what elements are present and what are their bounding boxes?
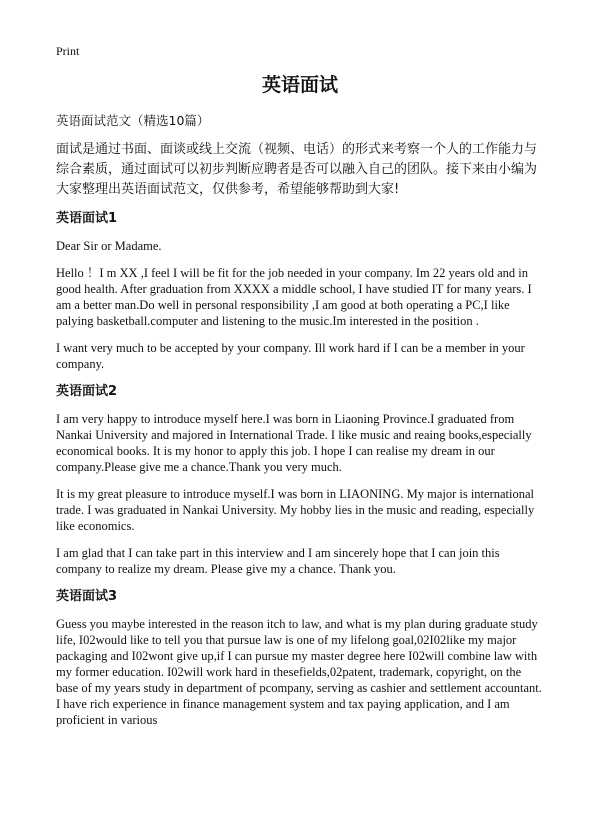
- section-heading: 英语面试1: [56, 211, 118, 226]
- paragraph: I want very much to be accepted by your company. Ill work hard if I can be a member in your company.: [56, 341, 525, 371]
- print-label[interactable]: Print: [56, 44, 80, 58]
- section-3: [56, 588, 544, 728]
- section-heading: 英语面试3: [56, 589, 118, 604]
- paragraph: It is my great pleasure to introduce myself.I was born in LIAONING. My major is international trade. I was graduated in Nankai University. My hobby lies in the music and reading, especially like economics.: [56, 487, 535, 533]
- section-heading: 英语面试2: [56, 384, 118, 399]
- intro-paragraph: 面试是通过书面、面谈或线上交流（视频、电话）的形式来考察一个人的工作能力与综合素质，通过面试可以初步判断应聘者是否可以融入自己的团队。接下来由小编为大家整理出英语面试范文，仅供参考，希望能够帮助到大家!: [56, 142, 538, 197]
- section-2: [56, 383, 544, 577]
- paragraph: Dear Sir or Madame.: [56, 239, 162, 253]
- paragraph: I am glad that I can take part in this interview and I am sincerely hope that I can join this company to realize my dream. Please give my a chance. Thank you.: [56, 546, 500, 576]
- document-title: 英语面试: [261, 74, 338, 96]
- paragraph: Guess you maybe interested in the reason itch to law, and what is my plan during graduate study life, I02would like to tell you that pursue law is one of my lifelong goal,02I02like my major packaging and I02wont give up,if I can pursue my master degree here I02will combine law with my former education. I02will work hard in thesefields,02patent, trademark, copyright, on the base of my years study in department of pcompany, serving as cashier and settlement accountant. I have rich experience in finance management system and tax paying application, and I am proficient in various: [56, 617, 542, 727]
- paragraph: I am very happy to introduce myself here.I was born in Liaoning Province.I graduated from Nankai University and majored in International Trade. I like music and reaing books,especially economical books. It is my honor to apply this job. I hope I can realise my dream in our company.Please give me a chance.Thank you very much.: [56, 412, 532, 474]
- document-subtitle: 英语面试范文（精选10篇）: [56, 113, 210, 128]
- paragraph: Hello ！I m XX ,I feel I will be fit for the job needed in your company. Im 22 years old and in good health. After graduation from XXXX a middle school, I have studied IT for many years. I am a better man.Do well in personal responsibility ,I am good at both operating a PC,I like palying basketball.computer and listening to the music.Im interested in the position .: [56, 266, 532, 328]
- section-1: [56, 210, 544, 372]
